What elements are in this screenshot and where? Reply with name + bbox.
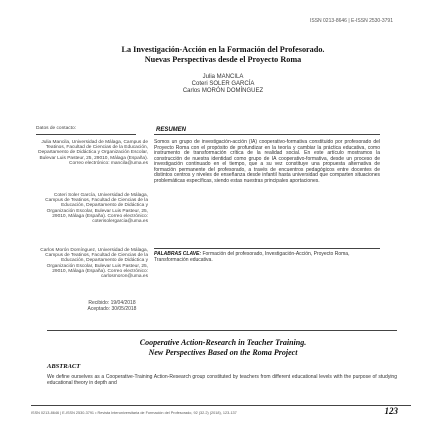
author-affiliation: Carlos Morón Domínguez, Universidad de Málaga, Campus de Teatinos, Facultad de Ciencias de la Educación, Departamento de Didáctica y Organización Escolar, Bulevar Luis Pasteur, 25, 29010, Málaga (España). Correo electrónico: carlosmoron@uma.es [40,248,148,280]
keywords-label: PALABRAS CLAVE: [154,251,202,257]
issn-header: ISSN 0213-8646 | E-ISSN 2530-3791 [309,18,393,24]
author-affiliation: Julia Mancila, Universidad de Málaga, Campus de Teatinos, Facultad de Ciencias de la Educación, Departamento de Didáctica y Organización Escolar, Bulevar Luis Pasteur, 25, 29010, Málaga (España). Correo electrónico: mancila@uma.es [38,140,148,166]
footer-rule [31,405,411,406]
resumen-rule [154,134,380,135]
author-affiliation: Coteri Soler García, Universidad de Málaga, Campus de Teatinos, Facultad de Ciencias de la Educación, Departamento de Didáctica y Organización Escolar, Bulevar Luis Pasteur, 25, 29010, Málaga (España). Correo electrónico: coterisolergarcia@uma.es [45,193,148,225]
english-title-line: New Perspectives Based on the Roma Project [148,348,298,357]
keywords-block [154,252,380,263]
author-list [0,74,446,96]
keywords-text: Formación del profesorado, Investigación-Acción, Proyecto Roma, Transformación educativa. [154,251,350,263]
page-footer: ISSN 0213-8646 | E-ISSN 2530-3791 • Revista Interuniversitaria de Formación del Profesorado, 92 (32.2) (2018), 123-137 [31,411,237,415]
resumen-text: Somos un grupo de investigación-acción (IA) cooperativo-formativa constituido por profesorado del Proyecto Roma con el propósito de profundizar en la teoría y cambiar la práctica educativa, como instrumento de transformación crítica de la realidad social. En este artículo mostramos la construcción de nuestra identidad como grupo de IA cooperativo-formativa, desde un proceso de investigación continuado en el tiempo, que a su vez constituye una propuesta alternativa de formación permanente del profesorado, a través de encuentros pedagógicos entre docentes de distintos centros y niveles de enseñanza desde infantil hasta universidad que comparten situaciones problemáticas específicas, siendo estas nuestras principales aportaciones. [154,139,380,184]
english-title-rule [47,330,397,331]
english-title-line: Cooperative Action-Research in Teacher Training. [139,338,307,347]
received-date: Recibido: 19/04/2018 [88,300,136,306]
resumen-heading: RESUMEN [156,127,187,133]
accepted-date: Aceptado: 30/05/2018 [87,306,137,312]
page-number: 123 [384,406,398,416]
article-title [0,45,446,65]
english-title [0,338,446,358]
author-name: Julia MANCILA [202,74,244,80]
author-name: Coteri SOLER GARCÍA [191,81,255,88]
article-title-line: La Investigación-Acción en la Formación del Profesorado. [121,45,325,54]
abstract-text: We define ourselves as a Cooperative-Training Action-Research group constituted by teachers from different educational levels with the purpose of studying educational theory in depth and [47,374,397,387]
keywords-rule [154,248,380,249]
contact-heading: Datos de contacto: [36,126,76,131]
abstract-heading: ABSTRACT [47,363,81,370]
article-title-line: Nuevas Perspectivas desde el Proyecto Roma [144,55,302,64]
left-column-rule [36,134,136,135]
author-name: Carlos MORÓN DOMÍNGUEZ [182,88,264,95]
article-dates [70,300,154,312]
